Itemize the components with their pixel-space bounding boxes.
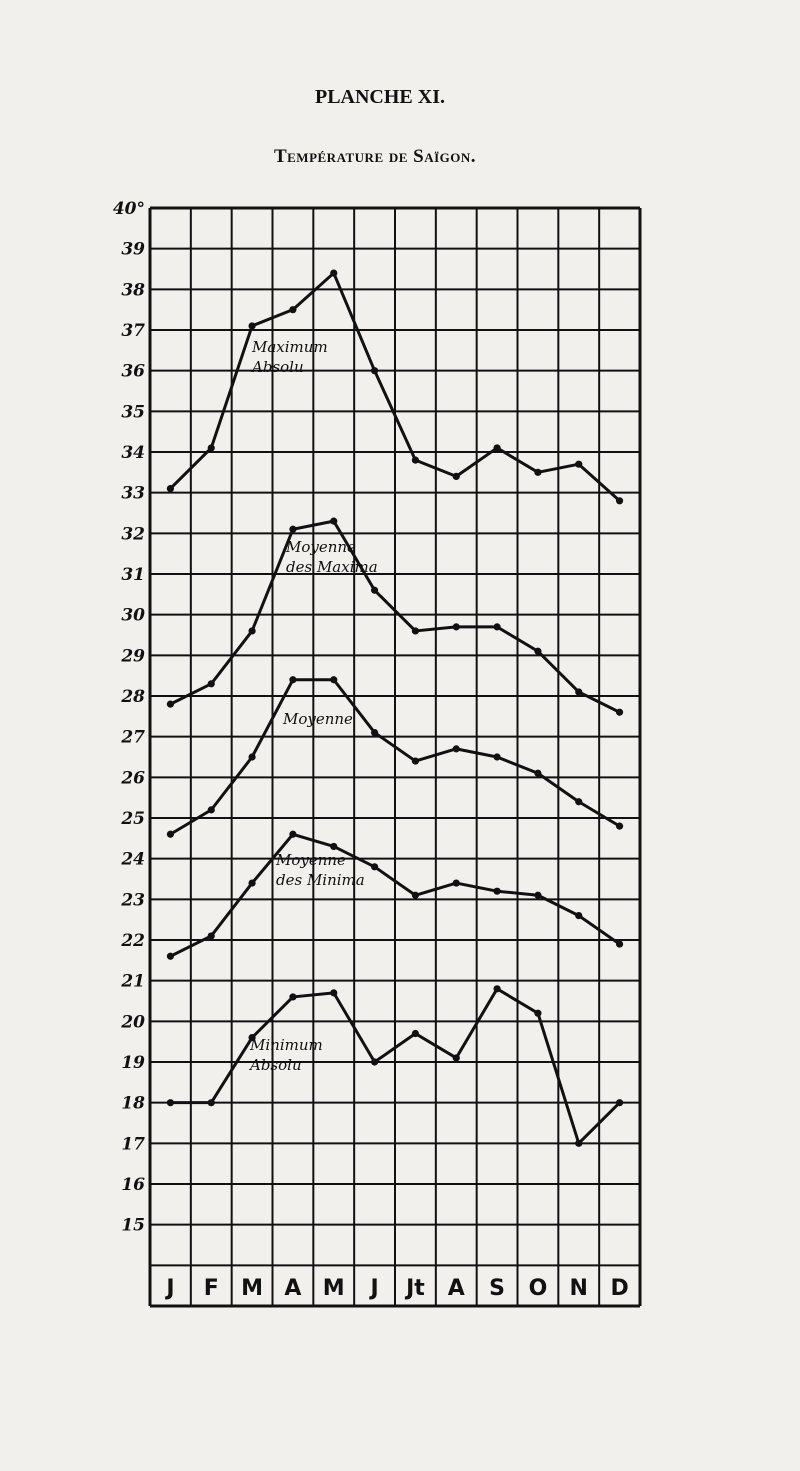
- y-tick-label: 18: [121, 1093, 145, 1114]
- data-point: [493, 888, 500, 895]
- x-category-label: S: [489, 1276, 506, 1301]
- data-point: [575, 688, 582, 695]
- y-tick-label: 28: [121, 687, 145, 707]
- x-category-label: J: [370, 1276, 379, 1301]
- x-category-label: N: [569, 1276, 588, 1301]
- data-point: [208, 444, 215, 451]
- data-point: [493, 444, 500, 451]
- data-point: [289, 993, 296, 1000]
- data-point: [453, 473, 460, 480]
- data-point: [453, 1054, 460, 1061]
- y-tick-label: 17: [121, 1134, 145, 1155]
- y-tick-label: 15: [121, 1215, 145, 1236]
- x-category-label: A: [284, 1276, 302, 1301]
- series-label: Absolu: [250, 1056, 302, 1074]
- data-point: [167, 701, 174, 708]
- data-point: [167, 953, 174, 960]
- data-point: [493, 623, 500, 630]
- y-tick-label: 40°: [112, 199, 145, 219]
- data-point: [371, 863, 378, 870]
- series-label: des Maxima: [286, 558, 378, 576]
- data-point: [616, 823, 623, 830]
- data-point: [412, 892, 419, 899]
- x-category-label: J: [166, 1276, 175, 1301]
- data-point: [493, 753, 500, 760]
- x-category-label: Jt: [406, 1276, 425, 1301]
- data-point: [289, 831, 296, 838]
- y-tick-label: 34: [121, 443, 145, 463]
- data-point: [493, 985, 500, 992]
- data-point: [575, 1140, 582, 1147]
- x-category-label: M: [322, 1276, 345, 1301]
- y-tick-label: 19: [121, 1053, 145, 1073]
- data-point: [330, 843, 337, 850]
- series-label: Moyenne: [283, 710, 353, 728]
- data-point: [616, 709, 623, 716]
- y-tick-label: 39: [121, 239, 145, 260]
- y-tick-label: 36: [121, 361, 145, 382]
- data-point: [453, 623, 460, 630]
- data-point: [575, 798, 582, 805]
- data-point: [208, 932, 215, 939]
- series-label: Moyenne: [276, 851, 346, 869]
- data-point: [412, 1030, 419, 1037]
- data-point: [330, 676, 337, 683]
- data-point: [412, 757, 419, 764]
- y-tick-label: 22: [121, 931, 145, 951]
- y-tick-label: 31: [121, 565, 145, 585]
- data-point: [371, 729, 378, 736]
- data-point: [453, 879, 460, 886]
- series-label: Minimum: [250, 1036, 323, 1054]
- y-tick-label: 16: [121, 1175, 145, 1195]
- data-point: [289, 676, 296, 683]
- y-tick-label: 32: [121, 524, 145, 545]
- y-tick-label: 38: [121, 280, 145, 301]
- series-label: Absolu: [252, 358, 304, 376]
- y-tick-label: 25: [121, 809, 145, 829]
- data-point: [412, 627, 419, 634]
- data-point: [616, 497, 623, 504]
- data-point: [371, 367, 378, 374]
- data-point: [248, 879, 255, 886]
- x-category-label: D: [610, 1276, 629, 1301]
- data-point: [167, 831, 174, 838]
- data-point: [248, 322, 255, 329]
- y-tick-label: 21: [121, 971, 145, 992]
- y-tick-label: 29: [121, 646, 145, 667]
- data-point: [208, 806, 215, 813]
- data-point: [453, 745, 460, 752]
- y-tick-label: 30: [121, 605, 145, 626]
- series-label: Moyenne: [286, 538, 356, 556]
- y-tick-label: 33: [121, 483, 145, 504]
- data-point: [534, 892, 541, 899]
- data-point: [534, 648, 541, 655]
- y-tick-label: 35: [121, 402, 145, 423]
- data-point: [330, 269, 337, 276]
- data-point: [167, 1099, 174, 1106]
- plate-number: PLANCHE XI.: [314, 86, 445, 108]
- data-point: [289, 306, 296, 313]
- chart-title: Température de Saïgon.: [273, 146, 477, 167]
- data-point: [248, 753, 255, 760]
- data-point: [330, 989, 337, 996]
- data-point: [616, 1099, 623, 1106]
- y-tick-label: 24: [121, 849, 145, 870]
- x-category-label: M: [241, 1276, 264, 1301]
- x-category-label: A: [447, 1276, 465, 1301]
- data-point: [208, 680, 215, 687]
- data-point: [208, 1099, 215, 1106]
- data-point: [616, 940, 623, 947]
- y-tick-label: 37: [121, 321, 145, 341]
- series-label: Maximum: [252, 338, 328, 356]
- x-category-label: O: [528, 1276, 548, 1301]
- series-label: des Minima: [276, 871, 365, 889]
- data-point: [289, 526, 296, 533]
- y-tick-label: 27: [121, 727, 145, 748]
- data-point: [412, 457, 419, 464]
- data-point: [534, 469, 541, 476]
- data-point: [371, 587, 378, 594]
- y-tick-label: 23: [121, 890, 145, 911]
- data-point: [575, 461, 582, 468]
- x-category-label: F: [203, 1276, 219, 1301]
- data-point: [575, 912, 582, 919]
- y-tick-label: 26: [121, 768, 145, 789]
- data-point: [371, 1058, 378, 1065]
- y-tick-label: 20: [121, 1012, 145, 1033]
- data-point: [330, 518, 337, 525]
- data-point: [534, 770, 541, 777]
- data-point: [248, 627, 255, 634]
- data-point: [167, 485, 174, 492]
- data-point: [534, 1010, 541, 1017]
